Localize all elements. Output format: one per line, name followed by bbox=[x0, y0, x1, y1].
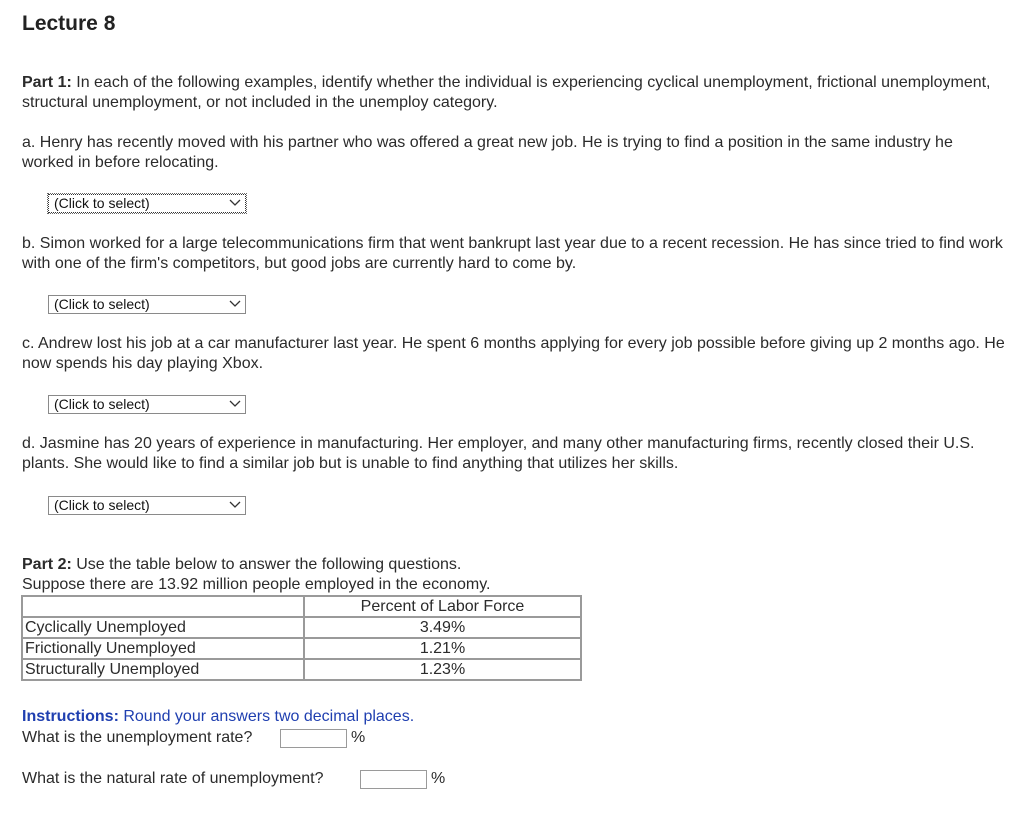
unemployment-rate-input[interactable] bbox=[280, 729, 347, 748]
question-b-text: b. Simon worked for a large telecommunications firm that went bankrupt last year due to a recent recession. He has since tried to find work with one of the firm's competitors, but good jobs are currently hard to come by. bbox=[22, 235, 1003, 272]
table-cell: 1.23% bbox=[304, 659, 581, 680]
table-cell: 3.49% bbox=[304, 617, 581, 638]
table-row bbox=[22, 659, 581, 680]
percent-unit: % bbox=[431, 770, 446, 787]
instructions-label: Instructions: bbox=[22, 708, 119, 725]
instructions bbox=[22, 708, 414, 726]
instructions-text: Round your answers two decimal places. bbox=[118, 708, 415, 725]
natural-rate-question: What is the natural rate of unemployment? bbox=[22, 770, 324, 787]
chevron-down-icon bbox=[229, 398, 241, 410]
question-a-text: a. Henry has recently moved with his partner who was offered a great new job. He is trying to find a position in the same industry he worked in before relocating. bbox=[22, 134, 953, 171]
unemployment-rate-question: What is the unemployment rate? bbox=[22, 729, 253, 746]
question-b-select[interactable] bbox=[48, 295, 246, 314]
part2-intro-text: Use the table below to answer the following questions. bbox=[71, 556, 462, 573]
part1-intro-text: In each of the following examples, identify whether the individual is experiencing cyclical unemployment, frictional unemployment, structural unemployment, or not included in the unemploy category. bbox=[22, 74, 991, 111]
chevron-down-icon bbox=[229, 197, 241, 209]
select-value: (Click to select) bbox=[54, 296, 150, 312]
part2-intro bbox=[22, 555, 1007, 575]
page-title: Lecture 8 bbox=[22, 12, 116, 35]
question-c-select[interactable] bbox=[48, 395, 246, 414]
part2-label: Part 2: bbox=[22, 556, 72, 573]
question-c-text: c. Andrew lost his job at a car manufacturer last year. He spent 6 months applying for every job possible before giving up 2 months ago. He now spends his day playing Xbox. bbox=[22, 335, 1005, 372]
question-d-select[interactable] bbox=[48, 496, 246, 515]
chevron-down-icon bbox=[229, 499, 241, 511]
question-a-select[interactable] bbox=[48, 194, 246, 213]
question-d-text: d. Jasmine has 20 years of experience in manufacturing. Her employer, and many other manufacturing firms, recently closed their U.S. plants. She would like to find a similar job but is unable to find anything that utilizes her skills. bbox=[22, 435, 975, 472]
table-row bbox=[22, 617, 581, 638]
table-header-row bbox=[22, 596, 581, 617]
part1-intro bbox=[22, 73, 1007, 113]
table-cell: 1.21% bbox=[304, 638, 581, 659]
table-cell: Frictionally Unemployed bbox=[22, 638, 304, 659]
part1-label: Part 1: bbox=[22, 74, 72, 91]
natural-rate-input[interactable] bbox=[360, 770, 427, 789]
percent-unit: % bbox=[351, 729, 366, 746]
chevron-down-icon bbox=[229, 298, 241, 310]
select-value: (Click to select) bbox=[54, 396, 150, 412]
table-row bbox=[22, 638, 581, 659]
labor-force-table bbox=[21, 595, 582, 681]
table-cell: Cyclically Unemployed bbox=[22, 617, 304, 638]
table-header-cell bbox=[22, 596, 304, 617]
table-cell: Structurally Unemployed bbox=[22, 659, 304, 680]
select-value: (Click to select) bbox=[54, 195, 150, 211]
select-value: (Click to select) bbox=[54, 497, 150, 513]
part2-employed-line: Suppose there are 13.92 million people employed in the economy. bbox=[22, 576, 491, 593]
table-header-cell: Percent of Labor Force bbox=[304, 596, 581, 617]
